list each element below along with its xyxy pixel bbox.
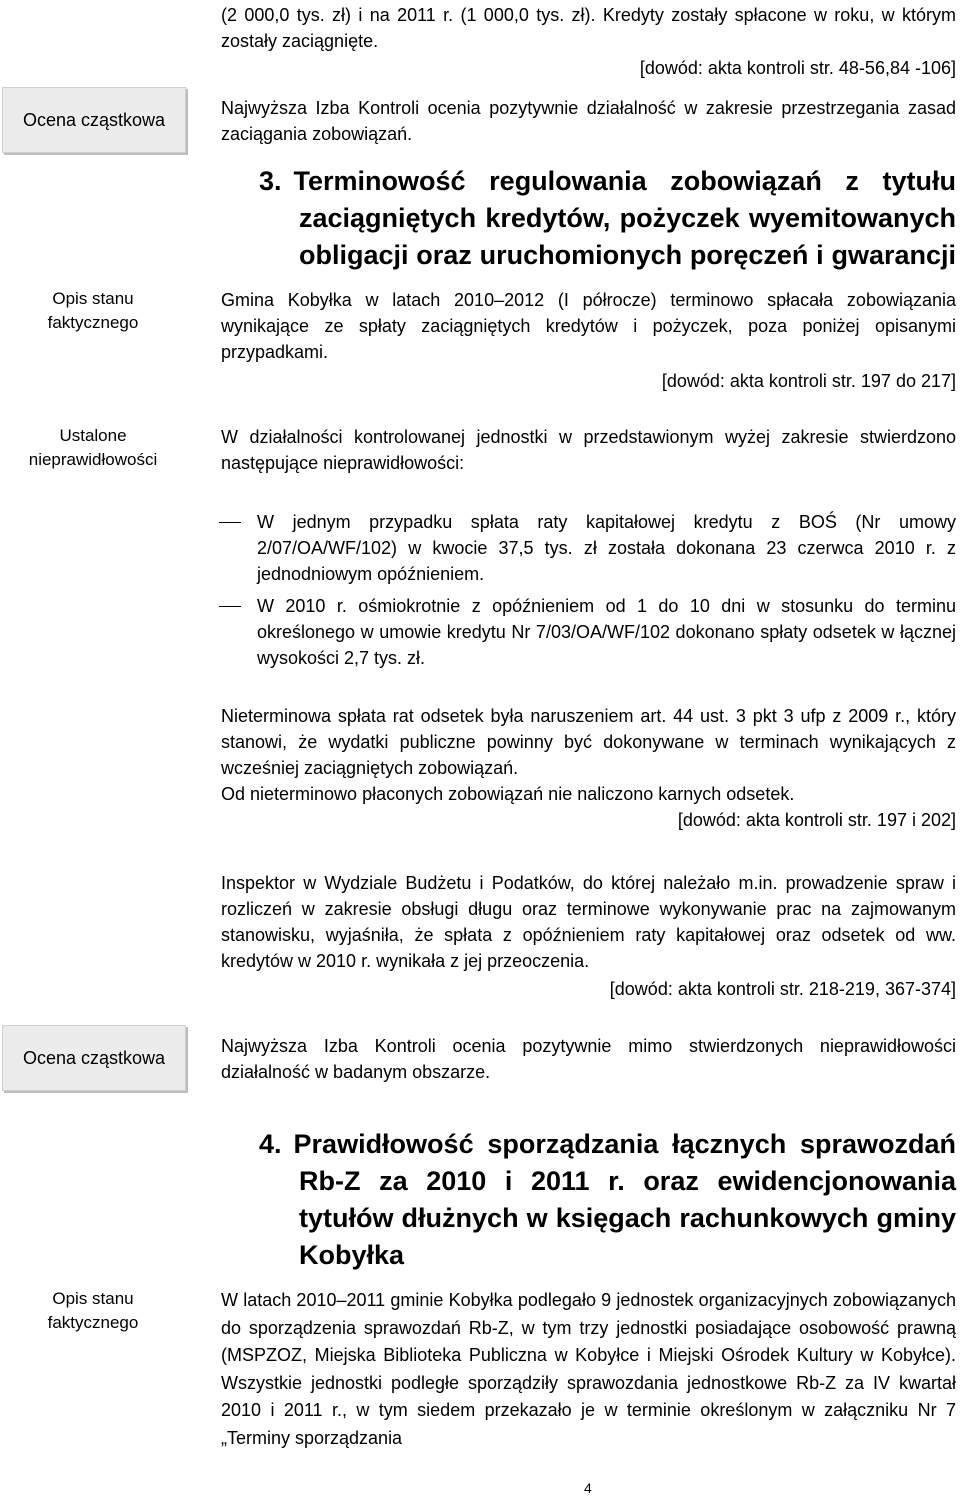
sidebar-label-line: Opis stanu: [52, 1289, 134, 1308]
partial-assessment-label: Ocena cząstkowa: [2, 87, 186, 153]
sidebar-label-line: Ustalone: [59, 426, 127, 445]
sidebar-label-line: Opis stanu: [52, 289, 134, 308]
body-paragraph: Inspektor w Wydziale Budżetu i Podatków, do której należało m.in. prowadzenie spraw i rozliczeń w zakresie obsługi długu oraz terminowe wykonywanie prac na zajmowanym stanowisku, wyjaśniła, że spłata z opóźnieniem raty kapitałowej oraz odsetek od ww. kredytów w 2010 r. wynikała z jej przeoczenia.: [221, 873, 956, 971]
heading-line: obligacji oraz uruchomionych poręczeń i gwarancji: [299, 240, 956, 270]
assessment-paragraph: Najwyższa Izba Kontroli ocenia pozytywnie działalność w zakresie przestrzegania zasad zaciągania zobowiązań.: [221, 98, 956, 144]
section-4-heading: [259, 1126, 956, 1274]
list-item: W jednym przypadku spłata raty kapitałowej kredytu z BOŚ (Nr umowy 2/07/OA/WF/102) w kwocie 37,5 tys. zł została dokonana 23 czerwca 2010 r. z jednodniowym opóźnieniem.: [257, 512, 956, 584]
evidence-reference: [dowód: akta kontroli str. 197 do 217]: [661, 371, 956, 391]
sidebar-label-line: faktycznego: [47, 1313, 139, 1332]
section-3-heading: [259, 163, 956, 274]
bullet-dash: [219, 522, 241, 523]
irregularities-label: [0, 424, 186, 472]
bullet-dash: [219, 606, 241, 607]
body-paragraph: Gmina Kobyłka w latach 2010–2012 (I półrocze) terminowo spłacała zobowiązania wynikające ze spłaty zaciągniętych kredytów i pożyczek, poza poniżej opisanymi przypadkami.: [221, 290, 956, 362]
continuation-paragraph: (2 000,0 tys. zł) i na 2011 r. (1 000,0 tys. zł). Kredyty zostały spłacone w roku, w którym zostały zaciągnięte.: [221, 5, 956, 51]
section-number: 4.: [259, 1129, 282, 1159]
heading-line: Prawidłowość sporządzania łącznych sprawozdań: [293, 1129, 956, 1159]
heading-line: zaciągniętych kredytów, pożyczek wyemitowanych: [299, 203, 956, 233]
state-description-label: [0, 287, 186, 335]
partial-assessment-label: Ocena cząstkowa: [2, 1025, 186, 1091]
evidence-reference: [dowód: akta kontroli str. 48-56,84 -106]: [639, 58, 956, 78]
page-number: 4: [584, 1480, 592, 1496]
evidence-reference: [dowód: akta kontroli str. 197 i 202]: [677, 810, 956, 830]
list-item: W 2010 r. ośmiokrotnie z opóźnieniem od 1 do 10 dni w stosunku do terminu określonego w umowie kredytu Nr 7/03/OA/WF/102 dokonano spłaty odsetek w łącznej wysokości 2,7 tys. zł.: [257, 596, 956, 668]
body-paragraph: W działalności kontrolowanej jednostki w przedstawionym wyżej zakresie stwierdzono następujące nieprawidłowości:: [221, 427, 956, 473]
body-paragraph: W latach 2010–2011 gminie Kobyłka podlegało 9 jednostek organizacyjnych zobowiązanych do sporządzenia sprawozdań Rb-Z, w tym trzy jednostki posiadające osobowość prawną (MSPZOZ, Miejska Biblioteka Publiczna w Kobyłce i Miejski Ośrodek Kultury w Kobyłce). Wszystkie jednostki podległe sporządziły sprawozdania jednostkowe Rb-Z za IV kwartał 2010 i 2011 r., w tym siedem przekazało je w terminie określonym w załączniku Nr 7 „Terminy sporządzania: [221, 1290, 956, 1448]
state-description-label: [0, 1287, 186, 1335]
body-paragraph: Od nieterminowo płaconych zobowiązań nie naliczono karnych odsetek.: [221, 784, 795, 804]
heading-line: tytułów dłużnych w księgach rachunkowych gminy: [299, 1203, 956, 1233]
evidence-reference: [dowód: akta kontroli str. 218-219, 367-374]: [609, 979, 956, 999]
sidebar-label-line: nieprawidłowości: [28, 450, 158, 469]
body-paragraph: Nieterminowa spłata rat odsetek była naruszeniem art. 44 ust. 3 pkt 3 ufp z 2009 r., który stanowi, że wydatki publiczne powinny być dokonywane w terminach wynikających z wcześniej zaciągniętych zobowiązań.: [221, 706, 956, 778]
heading-line: Kobyłka: [299, 1240, 405, 1270]
heading-line: Terminowość regulowania zobowiązań z tytułu: [293, 166, 956, 196]
section-number: 3.: [259, 166, 282, 196]
heading-line: Rb-Z za 2010 i 2011 r. oraz ewidencjonowania: [299, 1166, 956, 1196]
sidebar-label-line: faktycznego: [47, 313, 139, 332]
assessment-paragraph: Najwyższa Izba Kontroli ocenia pozytywnie mimo stwierdzonych nieprawidłowości działalność w badanym obszarze.: [221, 1036, 956, 1082]
